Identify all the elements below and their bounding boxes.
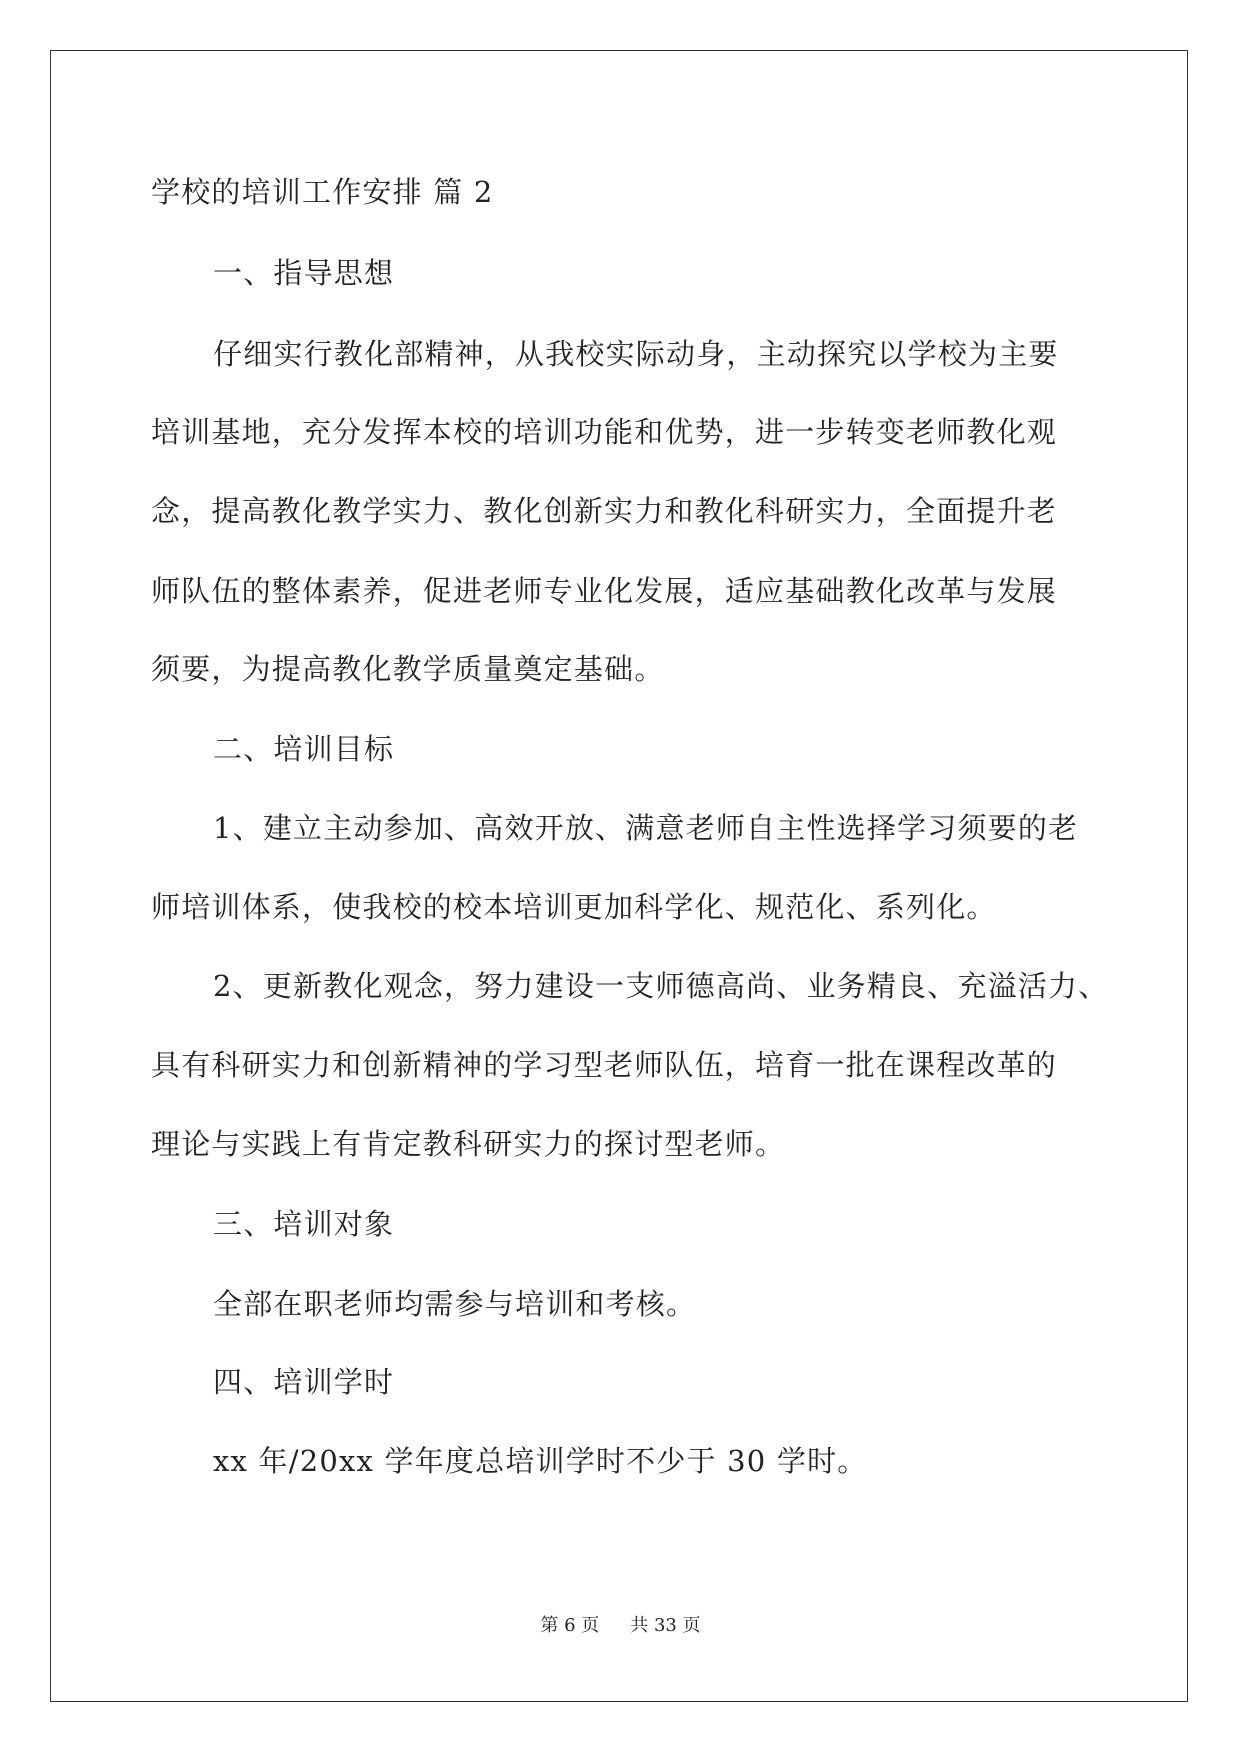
- document-title: 学校的培训工作安排 篇 2: [151, 175, 494, 209]
- paragraph-line: 念，提高教化教学实力、教化创新实力和教化科研实力，全面提升老: [151, 494, 1058, 528]
- paragraph-line: 仔细实行教化部精神，从我校实际动身，主动探究以学校为主要: [213, 337, 1059, 371]
- paragraph-line: 全部在职老师均需参与培训和考核。: [213, 1287, 697, 1321]
- section-heading: 三、培训对象: [213, 1207, 395, 1241]
- paragraph-line: 培训基地，充分发挥本校的培训功能和优势，进一步转变老师教化观: [151, 415, 1058, 449]
- paragraph-line: 理论与实践上有肯定教科研实力的探讨型老师。: [151, 1127, 786, 1161]
- page-total: 共 33 页: [630, 1615, 701, 1636]
- page-number: 第 6 页: [540, 1615, 600, 1636]
- section-heading: 二、培训目标: [213, 732, 395, 766]
- paragraph-line: 师队伍的整体素养，促进老师专业化发展，适应基础教化改革与发展: [151, 574, 1058, 608]
- section-heading: 一、指导思想: [213, 256, 395, 290]
- paragraph-line: 具有科研实力和创新精神的学习型老师队伍，培育一批在课程改革的: [151, 1048, 1058, 1082]
- paragraph-line: xx 年/20xx 学年度总培训学时不少于 30 学时。: [213, 1444, 868, 1478]
- section-heading: 四、培训学时: [213, 1365, 395, 1399]
- paragraph-line: 须要，为提高教化教学质量奠定基础。: [151, 652, 665, 686]
- paragraph-line: 2、更新教化观念，努力建设一支师德高尚、业务精良、充溢活力、: [213, 969, 1109, 1003]
- paragraph-line: 1、建立主动参加、高效开放、满意老师自主性选择学习须要的老: [213, 811, 1079, 845]
- page-footer: [0, 1614, 1241, 1638]
- paragraph-line: 师培训体系，使我校的校本培训更加科学化、规范化、系列化。: [151, 890, 997, 924]
